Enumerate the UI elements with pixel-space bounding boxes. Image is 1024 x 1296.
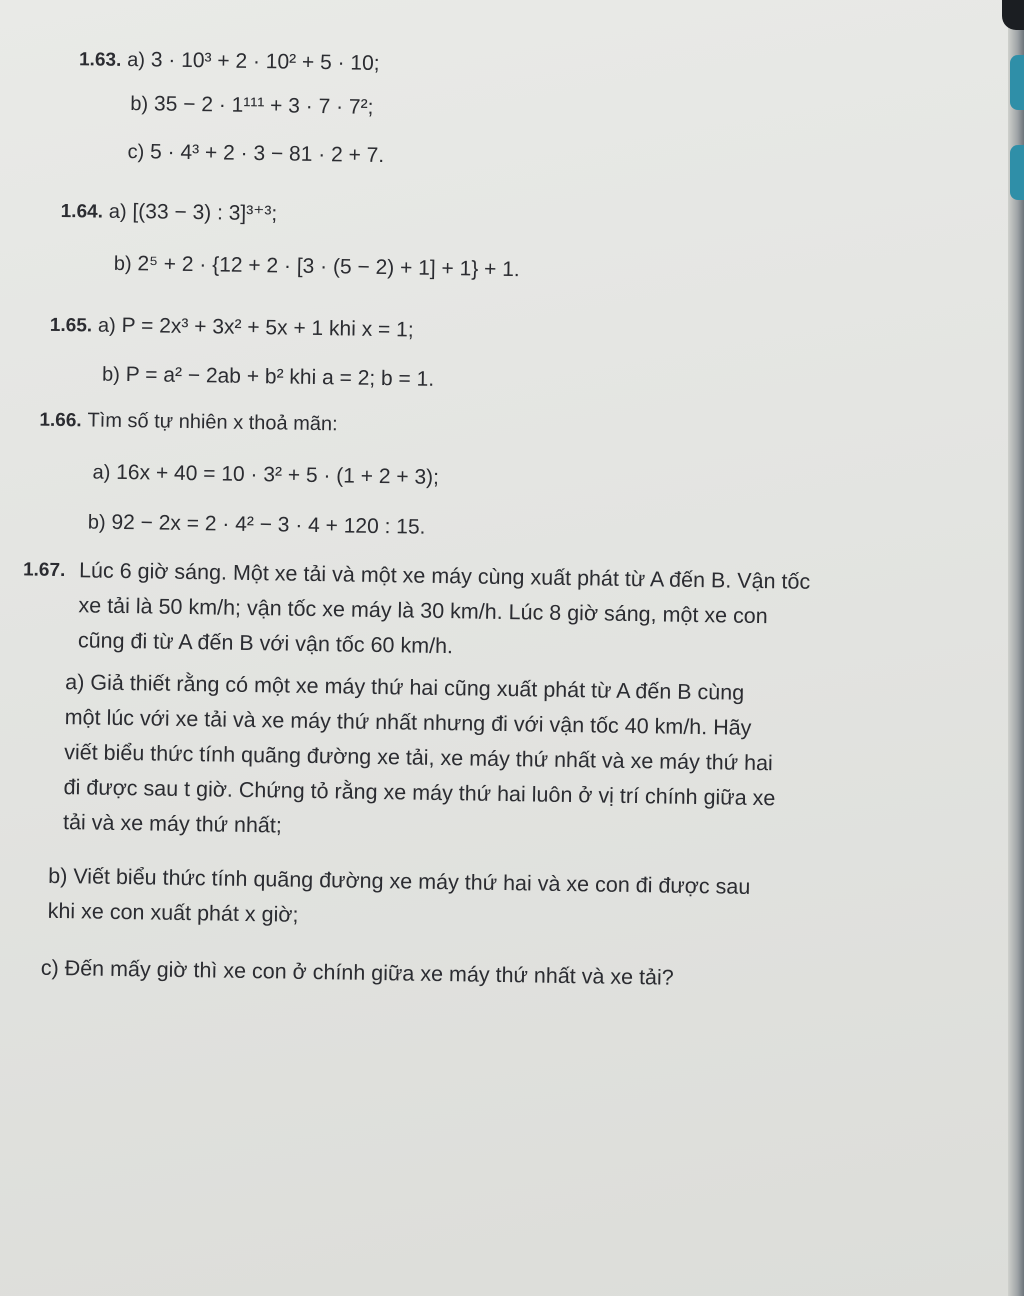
math-expression: [(33 − 3) : 3]³⁺³; — [132, 200, 278, 226]
math-expression: 92 − 2x = 2 · 4² − 3 · 4 + 120 : 15. — [111, 510, 426, 539]
problem-1-67-part-c — [41, 951, 941, 1000]
problem-number: 1.63. — [78, 49, 122, 71]
problem-1-63-b — [130, 90, 373, 122]
text-line: viết biểu thức tính quãng đường xe tải, xe máy thứ nhất và xe máy thứ hai — [64, 740, 773, 776]
problem-text: Tìm số tự nhiên x thoả mãn: — [87, 409, 338, 436]
problem-1-63-a — [79, 45, 380, 79]
problem-1-67-part-a — [63, 665, 956, 854]
item-label: b) — [113, 252, 132, 276]
text-line: tải và xe máy thứ nhất; — [62, 810, 283, 838]
problem-number: 1.67. — [22, 559, 66, 582]
text-line: b) Viết biểu thức tính quãng đường xe máy thứ hai và xe con đi được sau — [48, 863, 751, 899]
problem-1-67-part-b — [47, 859, 958, 943]
math-expression: 2⁵ + 2 · {12 + 2 · [3 · (5 − 2) + 1] + 1} + 1. — [137, 252, 520, 282]
item-label: a) — [127, 49, 146, 72]
problem-1-66-a — [92, 459, 439, 492]
problem-1-64-a — [60, 197, 277, 229]
problem-number: 1.66. — [39, 409, 82, 432]
problem-number: 1.64. — [60, 200, 104, 223]
math-expression: 5 · 4³ + 2 · 3 − 81 · 2 + 7. — [149, 140, 385, 168]
text-line: một lúc với xe tải và xe máy thứ nhất nhưng đi với vận tốc 40 km/h. Hãy — [64, 705, 752, 740]
math-expression: 3 · 10³ + 2 · 10² + 5 · 10; — [150, 48, 380, 75]
problem-1-65-b — [102, 361, 434, 394]
text-line: a) Giả thiết rằng có một xe máy thứ hai cũng xuất phát từ A đến B cùng — [65, 670, 745, 705]
item-label: a) — [97, 314, 116, 337]
text-line: c) Đến mấy giờ thì xe con ở chính giữa xe máy thứ nhất và xe tải? — [40, 955, 674, 990]
math-expression: 16x + 40 = 10 · 3² + 5 · (1 + 2 + 3); — [116, 460, 440, 489]
problem-number: 1.65. — [49, 314, 93, 337]
item-label: a) — [92, 461, 111, 484]
text-line: khi xe con xuất phát x giờ; — [47, 898, 299, 927]
item-label: c) — [127, 141, 145, 164]
item-label: b) — [87, 511, 106, 534]
problem-1-66-b — [88, 508, 426, 541]
text-line: xe tải là 50 km/h; vận tốc xe máy là 30 km/h. Lúc 8 giờ sáng, một xe con — [78, 593, 768, 629]
item-label: a) — [108, 200, 127, 224]
problem-1-67-intro — [78, 553, 952, 672]
math-expression: P = 2x³ + 3x² + 5x + 1 khi x = 1; — [121, 313, 414, 342]
problem-1-67-number — [23, 555, 66, 585]
item-label: b) — [130, 93, 149, 116]
text-line: cũng đi từ A đến B với vận tốc 60 km/h. — [77, 628, 454, 659]
math-expression: 35 − 2 · 1¹¹¹ + 3 · 7 · 7²; — [153, 92, 374, 119]
problem-1-64-b — [114, 250, 520, 284]
problem-1-63-c — [127, 138, 384, 170]
text-line: đi được sau t giờ. Chứng tỏ rằng xe máy thứ hai luôn ở vị trí chính giữa xe — [63, 775, 776, 811]
text-line: Lúc 6 giờ sáng. Một xe tải và một xe máy cùng xuất phát từ A đến B. Vận tốc — [78, 558, 811, 594]
problem-1-65-a — [50, 311, 414, 346]
item-label: b) — [101, 363, 121, 386]
math-expression: P = a² − 2ab + b² khi a = 2; b = 1. — [125, 363, 435, 391]
problem-1-66-intro — [39, 406, 338, 440]
